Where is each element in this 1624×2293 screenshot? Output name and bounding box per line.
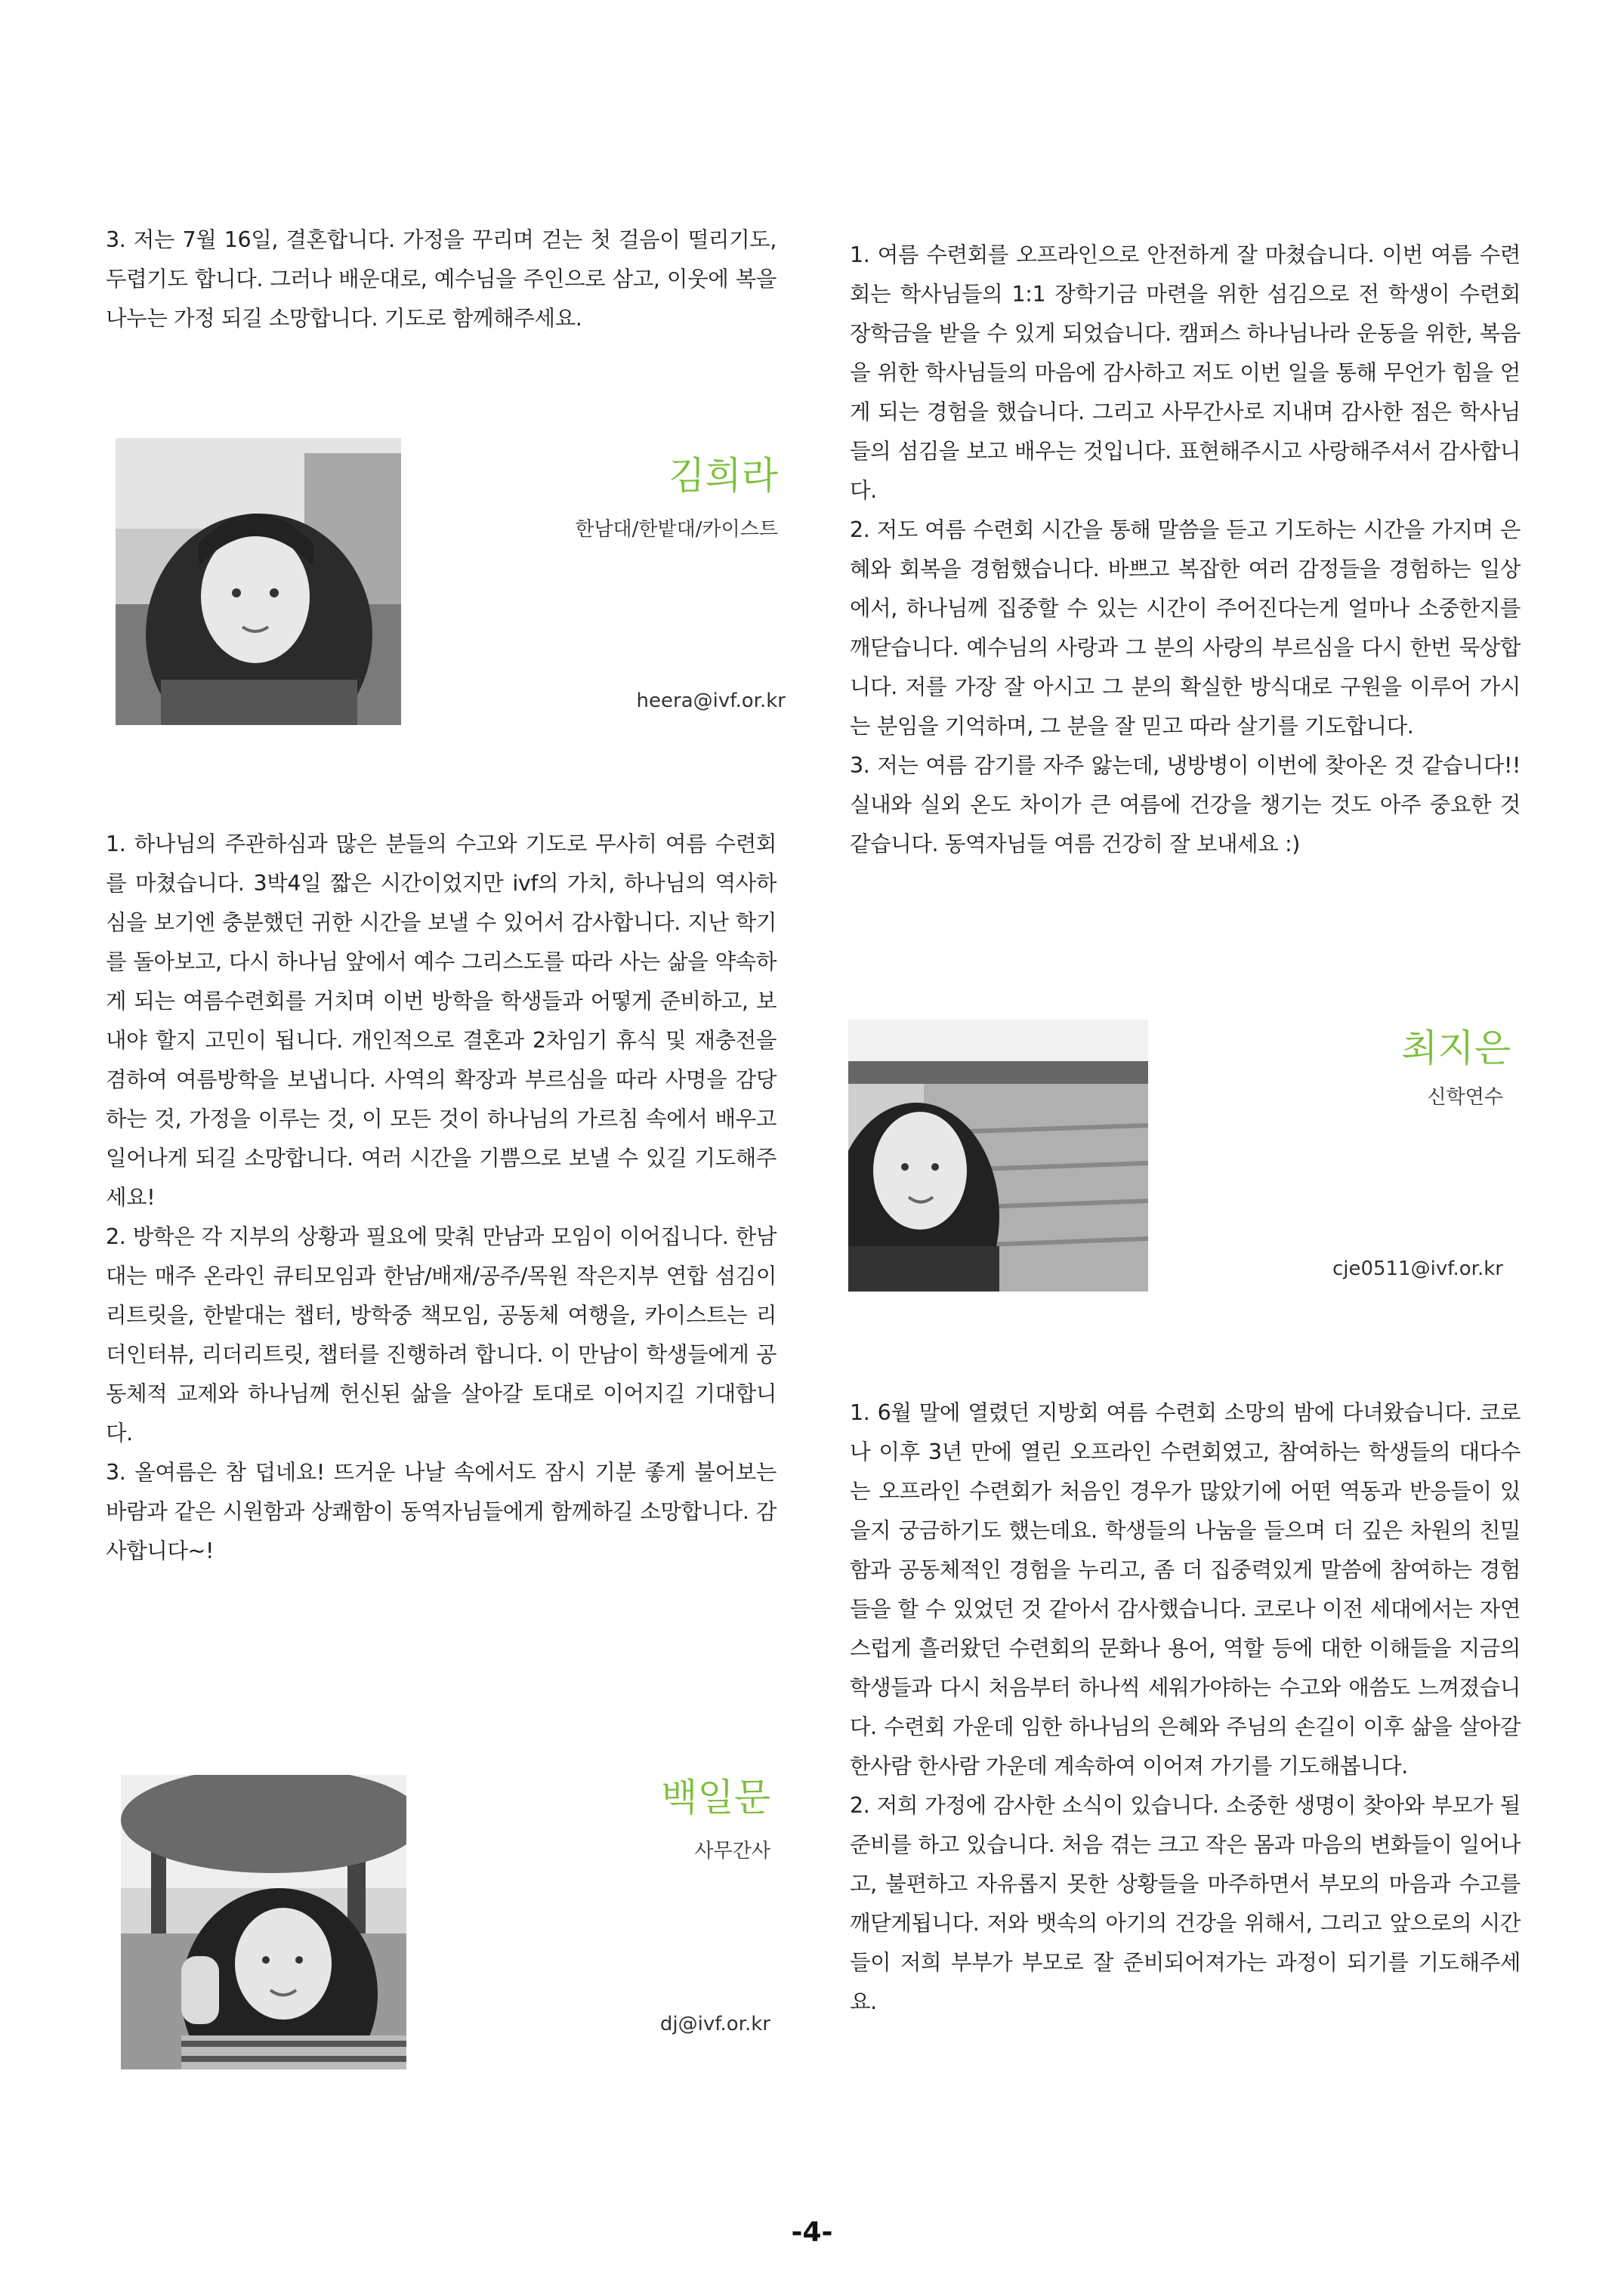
kim-body (106, 825, 776, 1571)
baek-paragraph-1: 1. 여름 수련회를 오프라인으로 안전하게 잘 마쳤습니다. 이번 여름 수련회는 학사님들의 1:1 장학기금 마련을 위한 섬김으로 전 학생이 수련회 장학금을 받을 수 있게 되었습니다. 캠퍼스 하나님나라 운동을 위한, 복음을 위한 학사님들의 마음에 감사하고 저도 이번 일을 통해 무언가 힘을 얻게 되는 경험을 했습니다. 그리고 사무간사로 지내며 감사한 점은 학사님들의 섬김을 보고 배우는 것입니다. 표현해주시고 사랑해주셔서 감사합니다. (850, 242, 1521, 503)
intro-section (106, 221, 776, 338)
baek-name: 백일문 (661, 1776, 770, 1819)
intro-paragraph: 3. 저는 7월 16일, 결혼합니다. 가정을 꾸리며 걷는 첫 걸음이 떨리기도, 두렵기도 합니다. 그러나 배운대로, 예수님을 주인으로 삼고, 이웃에 복을 나누는 가정 되길 소망합니다. 기도로 함께해주세요. (106, 227, 776, 331)
choi-affiliation: 신학연수 (1427, 1086, 1503, 1109)
choi-body (850, 1393, 1521, 2022)
choi-paragraph-1: 1. 6월 말에 열렸던 지방회 여름 수련회 소망의 밤에 다녀왔습니다. 코로나 이후 3년 만에 열린 오프라인 수련회였고, 참여하는 학생들의 대다수는 오프라인 수련회가 처음인 경우가 많았기에 어떤 역동과 반응들이 있을지 궁금하기도 했는데요. 학생들의 나눔을 들으며 더 깊은 차원의 친밀함과 공동체적인 경험을 누리고, 좀 더 집중력있게 말씀에 참여하는 경험들을 할 수 있었던 것 같아서 감사했습니다. 코로나 이전 세대에서는 자연스럽게 흘러왔던 수련회의 문화나 용어, 역할 등에 대한 이해들을 지금의 학생들과 다시 처음부터 하나씩 세워가야하는 수고와 애씀도 느껴졌습니다. 수련회 가운데 임한 하나님의 은혜와 주님의 손길이 이후 삶을 살아갈 한사람 한사람 가운데 계속하여 이어져 가기를 기도해봅니다. (850, 1400, 1521, 1779)
choi-email[interactable]: cje0511@ivf.or.kr (1332, 1258, 1503, 1280)
baek-email[interactable]: dj@ivf.or.kr (659, 2013, 770, 2035)
baek-body (850, 236, 1521, 864)
baek-paragraph-2: 2. 저도 여름 수련회 시간을 통해 말씀을 듣고 기도하는 시간을 가지며 은혜와 회복을 경험했습니다. 바쁘고 복잡한 여러 감정들을 경험하는 일상에서, 하나님께 집중할 수 있는 시간이 주어진다는게 얼마나 소중한지를 깨닫습니다. 예수님의 사랑과 그 분의 사랑의 부르심을 다시 한번 묵상합니다. 저를 가장 잘 아시고 그 분의 확실한 방식대로 구원을 이루어 가시는 분임을 기억하며, 그 분을 잘 믿고 따라 살기를 기도합니다. (850, 517, 1521, 739)
page-number: -4- (791, 2217, 833, 2248)
portrait-image (121, 1775, 406, 2069)
portrait-image (116, 438, 401, 725)
kim-email[interactable]: heera@ivf.or.kr (636, 690, 786, 712)
kim-affiliation: 한남대/한밭대/카이스트 (575, 518, 778, 541)
baek-paragraph-3: 3. 저는 여름 감기를 자주 앓는데, 냉방병이 이번에 찾아온 것 같습니다!! 실내와 실외 온도 차이가 큰 여름에 건강을 챙기는 것도 아주 중요한 것 같습니다. 동역자님들 여름 건강히 잘 보내세요 :) (850, 753, 1521, 856)
baek-affiliation: 사무간사 (694, 1840, 770, 1862)
portrait-image (848, 1020, 1148, 1292)
kim-paragraph-2: 2. 방학은 각 지부의 상황과 필요에 맞춰 만남과 모임이 이어집니다. 한남대는 매주 온라인 큐티모임과 한남/배재/공주/목원 작은지부 연합 섬김이 리트릿을, 한밭대는 챕터, 방학중 책모임, 공동체 여행을, 카이스트는 리더인터뷰, 리더리트릿, 챕터를 진행하려 합니다. 이 만남이 학생들에게 공동체적 교제와 하나님께 헌신된 삶을 살아갈 토대로 이어지길 기대합니다. (106, 1224, 776, 1446)
choi-paragraph-2: 2. 저희 가정에 감사한 소식이 있습니다. 소중한 생명이 찾아와 부모가 될 준비를 하고 있습니다. 처음 겪는 크고 작은 몸과 마음의 변화들이 일어나고, 불편하고 자유롭지 못한 상황들을 마주하면서 부모의 마음과 수고를 깨닫게됩니다. 저와 뱃속의 아기의 건강을 위해서, 그리고 앞으로의 시간들이 저희 부부가 부모로 잘 준비되어져가는 과정이 되기를 기도해주세요. (850, 1793, 1521, 2014)
kim-name: 김희라 (668, 454, 778, 498)
kim-paragraph-1: 1. 하나님의 주관하심과 많은 분들의 수고와 기도로 무사히 여름 수련회를 마쳤습니다. 3박4일 짧은 시간이었지만 ivf의 가치, 하나님의 역사하심을 보기엔 충분했던 귀한 시간을 보낼 수 있어서 감사합니다. 지난 학기를 돌아보고, 다시 하나님 앞에서 예수 그리스도를 따라 사는 삶을 약속하게 되는 여름수련회를 거치며 이번 방학을 학생들과 어떻게 준비하고, 보내야 할지 고민이 됩니다. 개인적으로 결혼과 2차임기 휴식 및 재충전을 겸하여 여름방학을 보냅니다. 사역의 확장과 부르심을 따라 사명을 감당하는 것, 가정을 이루는 것, 이 모든 것이 하나님의 가르침 속에서 배우고 일어나게 되길 소망합니다. 여러 시간을 기쁨으로 보낼 수 있길 기도해주세요! (106, 832, 776, 1210)
baek-photo (121, 1775, 406, 2069)
choi-name: 최지은 (1401, 1026, 1511, 1070)
kim-photo (116, 438, 401, 725)
kim-paragraph-3: 3. 올여름은 참 덥네요! 뜨거운 나날 속에서도 잠시 기분 좋게 불어보는 바람과 같은 시원함과 상쾌함이 동역자님들에게 함께하길 소망합니다. 감사합니다~! (106, 1460, 776, 1563)
choi-photo (848, 1020, 1148, 1292)
